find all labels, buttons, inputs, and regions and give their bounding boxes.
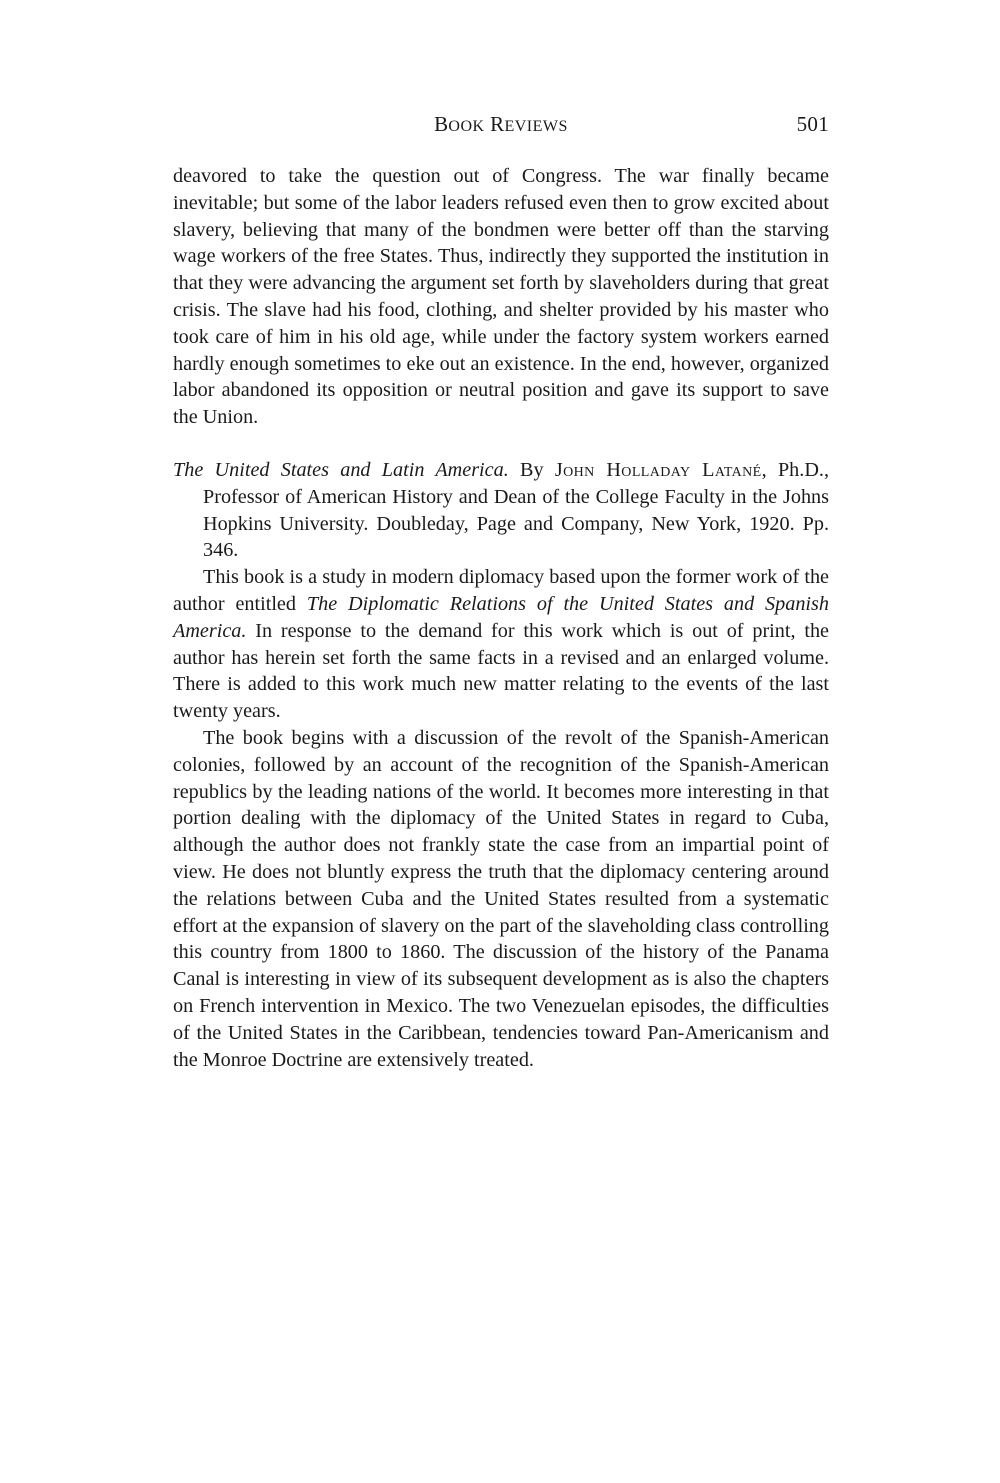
review-paragraph-1: This book is a study in modern diplomacy based upon the former work of the author entitled The Diplomatic Relations of the United States and Spanish America. In response to the demand for this work which is out of print, the author has herein set forth the same facts in a revised and an enlarged volume. There is added to this work much new matter relating to the events of the last twenty years. [173, 566, 829, 723]
cited-work-title: The Diplomatic Relations of the United States and Spanish America. [173, 592, 829, 642]
page-number: 501 [796, 112, 829, 136]
body-text [173, 163, 829, 1073]
paragraph-continued: deavored to take the question out of Congress. The war finally became inevitable; but some of the labor leaders refused even then to grow excited about slavery, believing that many of the bondmen were better off than the starving wage workers of the free States. Thus, indirectly they supported the institution in that they were advancing the argument set forth by slaveholders during that great crisis. The slave had his food, clothing, and shelter provided by his master who took care of him in his old age, while under the factory system workers earned hardly enough sometimes to eke out an existence. In the end, however, organized labor abandoned its opposition or neutral position and gave its support to save the Union. [173, 165, 829, 429]
review-book-author: John Holladay Latané [554, 458, 762, 481]
review-book-details: , Ph.D., Professor of American History and Dean of the College Faculty in the Johns Hopkins University. Doubleday, Page and Company, New York, 1920. Pp. 346. [203, 458, 829, 562]
running-head [173, 112, 829, 142]
review-book-title: The United States and Latin America. [173, 458, 509, 481]
running-head-title: BOOK REVIEWS [434, 112, 568, 136]
document-page [173, 112, 829, 1073]
review-entry-heading: The United States and Latin America. By John Holladay Latané, Ph.D., Professor of American History and Dean of the College Faculty in the Johns Hopkins University. Doubleday, Page and Company, New York, 1920. Pp. 346. [173, 458, 829, 562]
review-paragraph-2: The book begins with a discussion of the revolt of the Spanish-American colonies, followed by an account of the recognition of the Spanish-American republics by the leading nations of the world. It becomes more interesting in that portion dealing with the diplomacy of the United States in regard to Cuba, although the author does not frankly state the case from an impartial point of view. He does not bluntly express the truth that the diplomacy centering around the relations between Cuba and the United States resulted from a systematic effort at the expansion of slavery on the part of the slaveholding class controlling this country from 1800 to 1860. The discussion of the history of the Panama Canal is interesting in view of its subsequent development as is also the chapters on French intervention in Mexico. The two Venezuelan episodes, the difficulties of the United States in the Caribbean, tendencies toward Pan-Americanism and the Monroe Doctrine are extensively treated. [173, 726, 829, 1071]
